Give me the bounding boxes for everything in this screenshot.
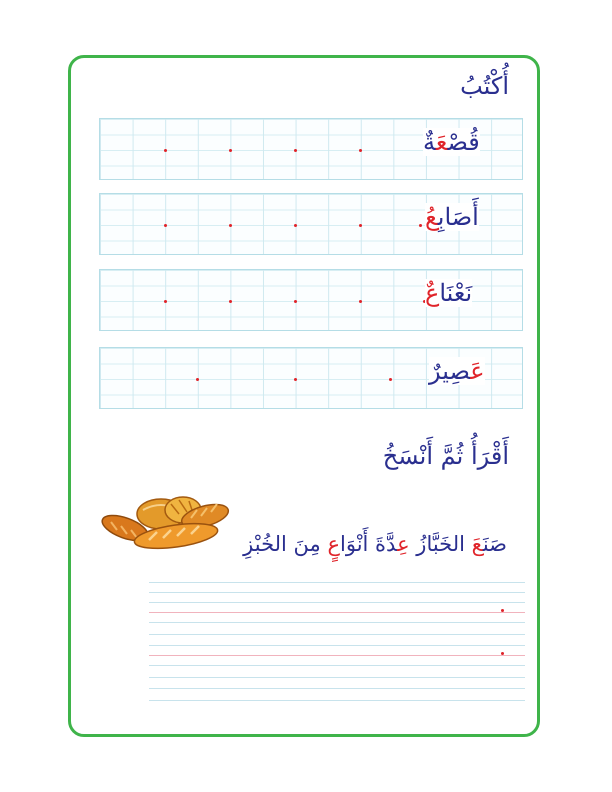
sentence-segment: صَنَ — [482, 532, 507, 556]
copy-sentence — [243, 532, 507, 556]
guide-dot — [164, 149, 167, 152]
bread-illustration — [101, 492, 236, 556]
guide-dot — [196, 378, 199, 381]
sentence-segment: دَّةَ أَنْوَا — [340, 532, 398, 556]
worksheet-frame — [68, 55, 540, 737]
guide-dot — [359, 224, 362, 227]
guide-dot — [229, 149, 232, 152]
guide-dot — [229, 300, 232, 303]
word-1-main: قُصْ — [447, 128, 480, 156]
word-1 — [423, 128, 480, 156]
guide-dot — [359, 300, 362, 303]
sentence-highlight: عٍ — [327, 532, 341, 556]
word-3 — [425, 279, 472, 307]
sentence-highlight: عِ — [397, 532, 410, 556]
guide-dot — [164, 300, 167, 303]
sentence-segment: مِنَ الخُبْزِ — [243, 532, 328, 556]
word-3-letter: عٌ — [425, 279, 440, 307]
word-4-end: صِيرٌ — [429, 357, 471, 385]
copy-writing-lines[interactable] — [149, 582, 525, 732]
sentence-highlight: عَ — [471, 532, 483, 556]
guide-dot — [389, 378, 392, 381]
guide-dot — [294, 378, 297, 381]
guide-dot — [501, 652, 504, 655]
word-2 — [425, 203, 479, 231]
write-heading: أُكْتُبُ — [460, 72, 509, 100]
guide-dot — [294, 149, 297, 152]
guide-dot — [501, 609, 504, 612]
copy-heading: أَقْرَأُ ثُمَّ أَنْسَخُ — [382, 442, 509, 470]
guide-dot — [229, 224, 232, 227]
word-4-letter: عَ — [470, 357, 485, 385]
guide-dot — [164, 224, 167, 227]
guide-dot — [359, 149, 362, 152]
word-2-letter: عُ — [425, 203, 438, 231]
word-1-letter: عَ — [435, 128, 448, 156]
word-2-main: أَصَابِ — [437, 203, 479, 231]
sentence-segment: الخَبَّازُ — [409, 532, 472, 556]
word-4 — [429, 357, 485, 385]
guide-dot — [294, 224, 297, 227]
guide-dot — [419, 224, 422, 227]
word-3-main: نَعْنَا — [439, 279, 473, 307]
word-1-end: ةٌ — [423, 128, 436, 156]
guide-dot — [294, 300, 297, 303]
